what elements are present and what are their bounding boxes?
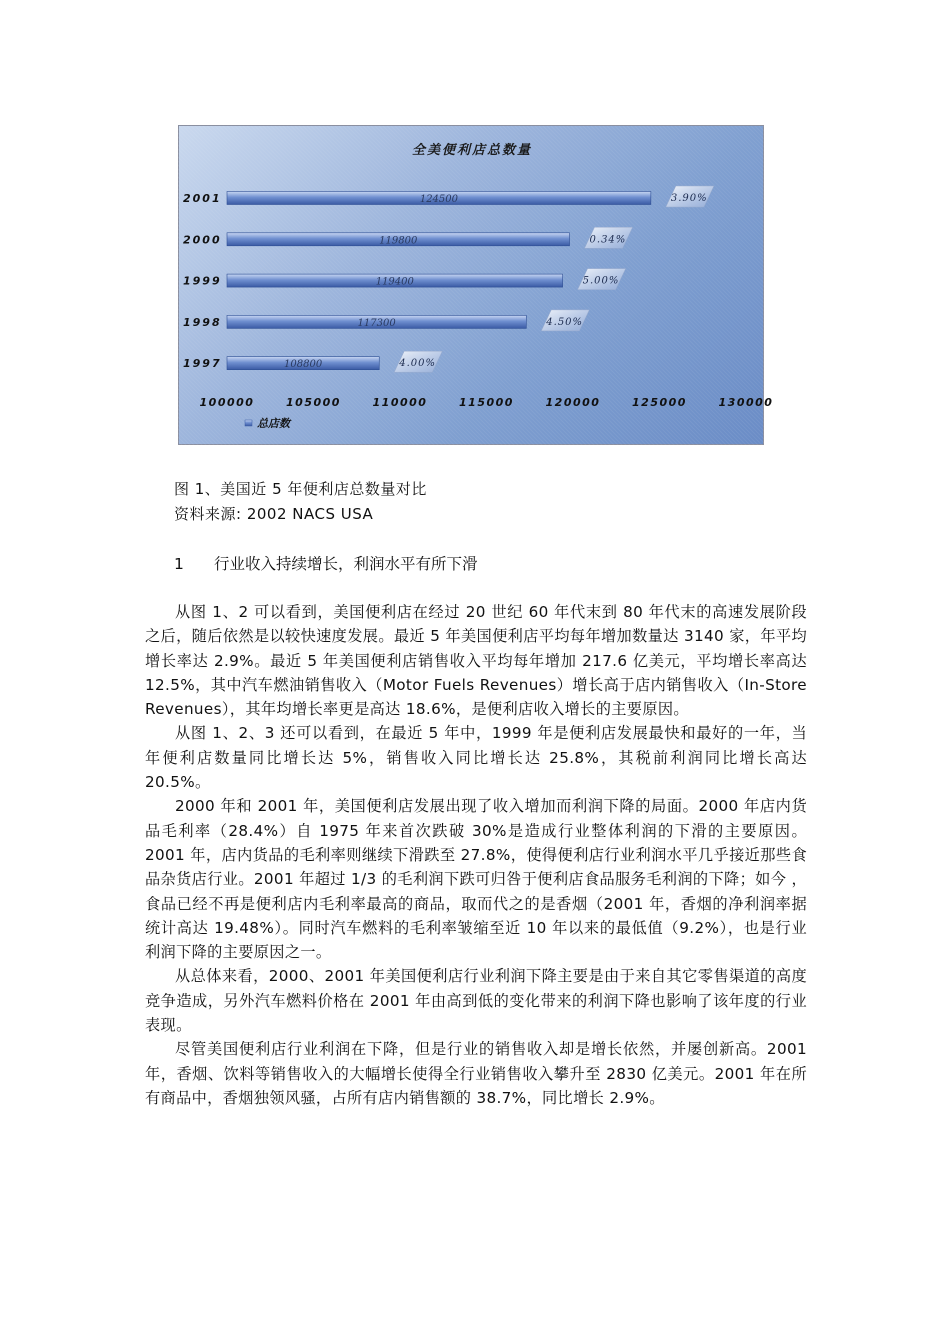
x-tick-label: 115000 (459, 396, 514, 409)
x-tick-label: 100000 (199, 396, 255, 409)
section-heading (174, 552, 478, 574)
paragraph: 从图 1、2 可以看到，美国便利店在经过 20 世纪 60 年代末到 80 年代末的高速发展阶段之后，随后依然是以较快速度发展。最近 5 年美国便利店平均每年增加数量达 3140 家，年平均增长率达 2.9%。最近 5 年美国便利店销售收入平均每年增加 217.6 亿美元，平均增长率高达 12.5%，其中汽车燃油销售收入（Motor Fuels Revenues）增长高于店内销售收入（In-Store Revenues），其年均增长率更是高达 18.6%，是便利店收入增长的主要原因。 (145, 603, 807, 719)
figure-source: 资料来源: 2002 NACS USA (174, 505, 374, 523)
bar-value-label: 124500 (419, 194, 459, 205)
legend-swatch (245, 420, 252, 426)
body-text (145, 600, 807, 1110)
x-tick-label: 125000 (632, 396, 687, 409)
growth-label: 4.50% (546, 316, 584, 328)
paragraph: 尽管美国便利店行业利润在下降，但是行业的销售收入却是增长依然，并屡创新高。2001 年，香烟、饮料等销售收入的大幅增长使得全行业销售收入攀升至 2830 亿美元。2001 年在所有商品中，香烟独领风骚，占所有店内销售额的 38.7%，同比增长 2.9%。 (145, 1040, 807, 1107)
section-number: 1 (174, 555, 184, 573)
x-tick-label: 130000 (718, 396, 774, 409)
category-label: 1997 (183, 357, 222, 371)
category-label: 1998 (183, 315, 222, 329)
category-label: 1999 (183, 274, 222, 288)
bar-chart (179, 126, 774, 446)
section-title: 行业收入持续增长，利润水平有所下滑 (214, 555, 478, 573)
bar-value-label: 108800 (284, 359, 323, 371)
growth-label: 3.90% (670, 193, 708, 204)
chart-title: 全美便利店总数量 (411, 143, 533, 158)
paragraph: 从图 1、2、3 还可以看到，在最近 5 年中，1999 年是便利店发展最快和最好的一年，当年便利店数量同比增长达 5%，销售收入同比增长达 25.8%，其税前利润同比增长高达 20.5%。 (145, 724, 807, 792)
x-tick-label: 110000 (372, 396, 428, 409)
growth-label: 0.34% (589, 234, 627, 246)
x-tick-label: 105000 (286, 396, 341, 409)
category-label: 2001 (183, 192, 222, 205)
paragraph: 从总体来看，2000、2001 年美国便利店行业利润下降主要是由于来自其它零售渠道的高度竞争造成，另外汽车燃料价格在 2001 年由高到低的变化带来的利润下降也影响了该年度的行业表现。 (145, 967, 807, 1035)
bar-value-label: 117300 (357, 317, 396, 329)
figure-caption: 图 1、美国近 5 年便利店总数量对比 (174, 480, 427, 498)
category-label: 2000 (183, 233, 222, 247)
bar-value-label: 119800 (379, 235, 418, 247)
chart-container (178, 125, 774, 445)
legend-label: 总店数 (257, 417, 290, 430)
paragraph: 2000 年和 2001 年，美国便利店发展出现了收入增加而利润下降的局面。2000 年店内货品毛利率（28.4%）自 1975 年来首次跌破 30%是造成行业整体利润的下滑的主要原因。2001 年，店内货品的毛利率则继续下滑跌至 27.8%，使得便利店行业利润水平几乎接近那些食品杂货店行业。2001 年超过 1/3 的毛利润下跌可归咎于便利店食品服务毛利润的下降；如今 ，食品已经不再是便利店内毛利率最高的商品，取而代之的是香烟（2001 年，香烟的净利润率据统计高达 19.48%）。同时汽车燃料的毛利率皱缩至近 10 年以来的最低值（9.2%），也是行业利润下降的主要原因之一。 (145, 797, 807, 962)
growth-label: 5.00% (582, 275, 620, 287)
bar-value-label: 119400 (375, 276, 414, 288)
x-tick-label: 120000 (545, 396, 601, 409)
growth-label: 4.00% (399, 358, 437, 370)
